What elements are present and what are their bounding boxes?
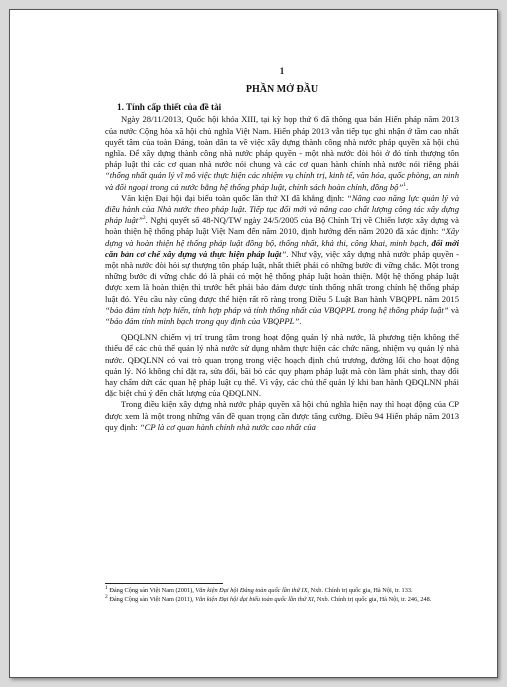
paragraph-2-text-3: . Như vậy, việc xây dựng nhà nước pháp quyền - một nhà nước đòi hỏi sự thượng tôn pháp luật, nhất thiết phải có những bước đi vững chắc. Một trong những bước đi vững chắc đó là phải có một hệ thống pháp luật hoàn thiện. Một hệ thống pháp luật được xem là hoàn thiện thì trước hết phải bảo đảm được tính thống nhất trong chính hệ thống pháp luật đó. Yêu cầu này cũng được thể hiện rất rõ ràng trong Điều 5 Luật Ban hành VBQPPL năm 2015 — [105, 248, 459, 304]
paragraph-2-quote-2: “Xây dựng và hoàn thiện hệ thống pháp luật đồng bộ, thống nhất, khả thi, công khai, minh bạch, — [105, 226, 459, 248]
footnote-text: , Nxb. Chính trị quốc gia, Hà Nội, tr. 133. — [307, 587, 413, 594]
footnote-source-title: Văn kiện Đại hội đại biểu toàn quốc lần thứ XI — [195, 596, 314, 604]
footnotes — [105, 583, 459, 606]
page-title: PHẦN MỞ ĐẦU — [245, 84, 319, 95]
paragraph-4-quote: “CP là cơ quan hành chính nhà nước cao nhất của — [139, 421, 316, 432]
paragraph-2-text-2: . Nghị quyết số 48-NQ/TW ngày 24/5/2005 của Bộ Chính Trị về Chiến lược xây dựng và hoàn thiện hệ thống pháp luật Việt Nam đến năm 2010, định hướng đến năm 2020 đã xác định: — [105, 215, 459, 237]
paragraph-2-quote-4: “bảo đảm tính minh bạch trong quy định của VBQPPL” — [105, 316, 300, 327]
paragraph-2-quote-2-bold: đổi mới căn bản cơ chế xây dựng và thực hiện pháp luật — [105, 237, 459, 259]
paragraph-1-end: . — [406, 181, 409, 192]
footnote-number: 1 — [105, 584, 108, 591]
page-content — [105, 66, 459, 433]
page-number: 1 — [279, 66, 285, 76]
paragraph-1-text: Ngày 28/11/2013, Quốc hội khóa XIII, tại kỳ họp thứ 6 đã thông qua bản Hiến pháp năm 2013 của nước Cộng hòa xã hội chủ nghĩa Việt Nam. Hiến pháp 2013 vẫn tiếp tục ghi nhận ở tầm cao nhất quyết tâm của toàn Đảng, toàn dân ta về việc xây dựng thành công nhà nước pháp quyền xã hội chủ nghĩa. Để xây dựng thành công nhà nước pháp quyền - một nhà nước đòi hỏi ở đó tính thượng tôn pháp luật thì các cơ quan nhà nước nói chung và các cơ quan hành chính nhà nước nói riêng phải — [105, 114, 459, 170]
paragraph-2-quote-1: “Nâng cao năng lực quản lý và điều hành của Nhà nước theo pháp luật. Tiếp tục đổi mới và nâng cao chất lượng công tác xây dựng pháp luật” — [105, 192, 459, 226]
footnote-source-title: Văn kiện Đại hội Đảng toàn quốc lần thứ IX — [195, 587, 308, 594]
footnote-2 — [105, 596, 459, 604]
paragraph-2-quote-3: “bảo đảm tính hợp hiến, tính hợp pháp và tính thống nhất của VBQPPL trong hệ thống pháp luật” — [105, 304, 449, 315]
footnote-text: Đảng Cộng sản Việt Nam (2001), — [107, 587, 196, 594]
document-page — [9, 9, 498, 678]
paragraph-4 — [105, 399, 459, 433]
section-heading: 1. Tính cấp thiết của đề tài — [117, 102, 222, 113]
footnote-text: Đảng Cộng sản Việt Nam (2011), — [107, 596, 196, 604]
footnote-1 — [105, 584, 459, 595]
footnote-ref-1: 1 — [403, 181, 407, 188]
footnote-text: , Nxb. Chính trị quốc gia, Hà Nội, tr. 246, 248. — [313, 596, 432, 604]
paragraph-3: QĐQLNN chiếm vị trí trung tâm trong hoạt động quản lý nhà nước, là phương tiện không thể thiếu để các chủ thể quản lý nhà nước sử dụng nhằm thực hiện các chức năng, nhiệm vụ quản lý nhà nước. QĐQLNN có vai trò quan trọng trong việc hoạch định chủ trương, đường lối cho hoạt động quản lý. Nó không chỉ đặt ra, sửa đổi, bãi bỏ các quy phạm pháp luật mà còn làm phát sinh, thay đổi hay chấm dứt các quan hệ pháp luật cụ thể. Vì vậy, các chủ thể quản lý khi ban hành QĐQLNN phải đặc biệt chú ý đến chất lượng của QĐQLNN. — [105, 332, 459, 399]
footnote-separator — [105, 583, 223, 584]
paragraph-4-text: Trong điều kiện xây dựng nhà nước pháp quyền xã hội chủ nghĩa hiện nay thì hoạt động của CP được xem là một trong những vấn đề quan trọng cần được tăng cường. Điều 94 Hiến pháp năm 2013 quy định: — [105, 399, 459, 432]
paragraph-2-end: . — [299, 316, 302, 327]
paragraph-1-quote: “thống nhất quản lý vĩ mô việc thực hiện các nhiệm vụ chính trị, kinh tế, văn hóa, quốc phòng, an ninh và đối ngoại trong cả nước bằng hệ thống pháp luật, chính sách hoàn chỉnh, đồng bộ” — [105, 170, 459, 192]
footnote-ref-2: 2 — [142, 215, 146, 222]
footnote-number: 2 — [105, 594, 108, 601]
paragraph-2-text-4: và — [448, 304, 459, 315]
paragraph-2-text-1: Văn kiện Đại hội đại biểu toàn quốc lần thứ XI đã khẳng định: — [121, 192, 347, 203]
paragraph-2-quote-2-end: ” — [281, 248, 287, 259]
paragraph-1 — [105, 114, 459, 192]
paragraph-2 — [105, 193, 459, 327]
